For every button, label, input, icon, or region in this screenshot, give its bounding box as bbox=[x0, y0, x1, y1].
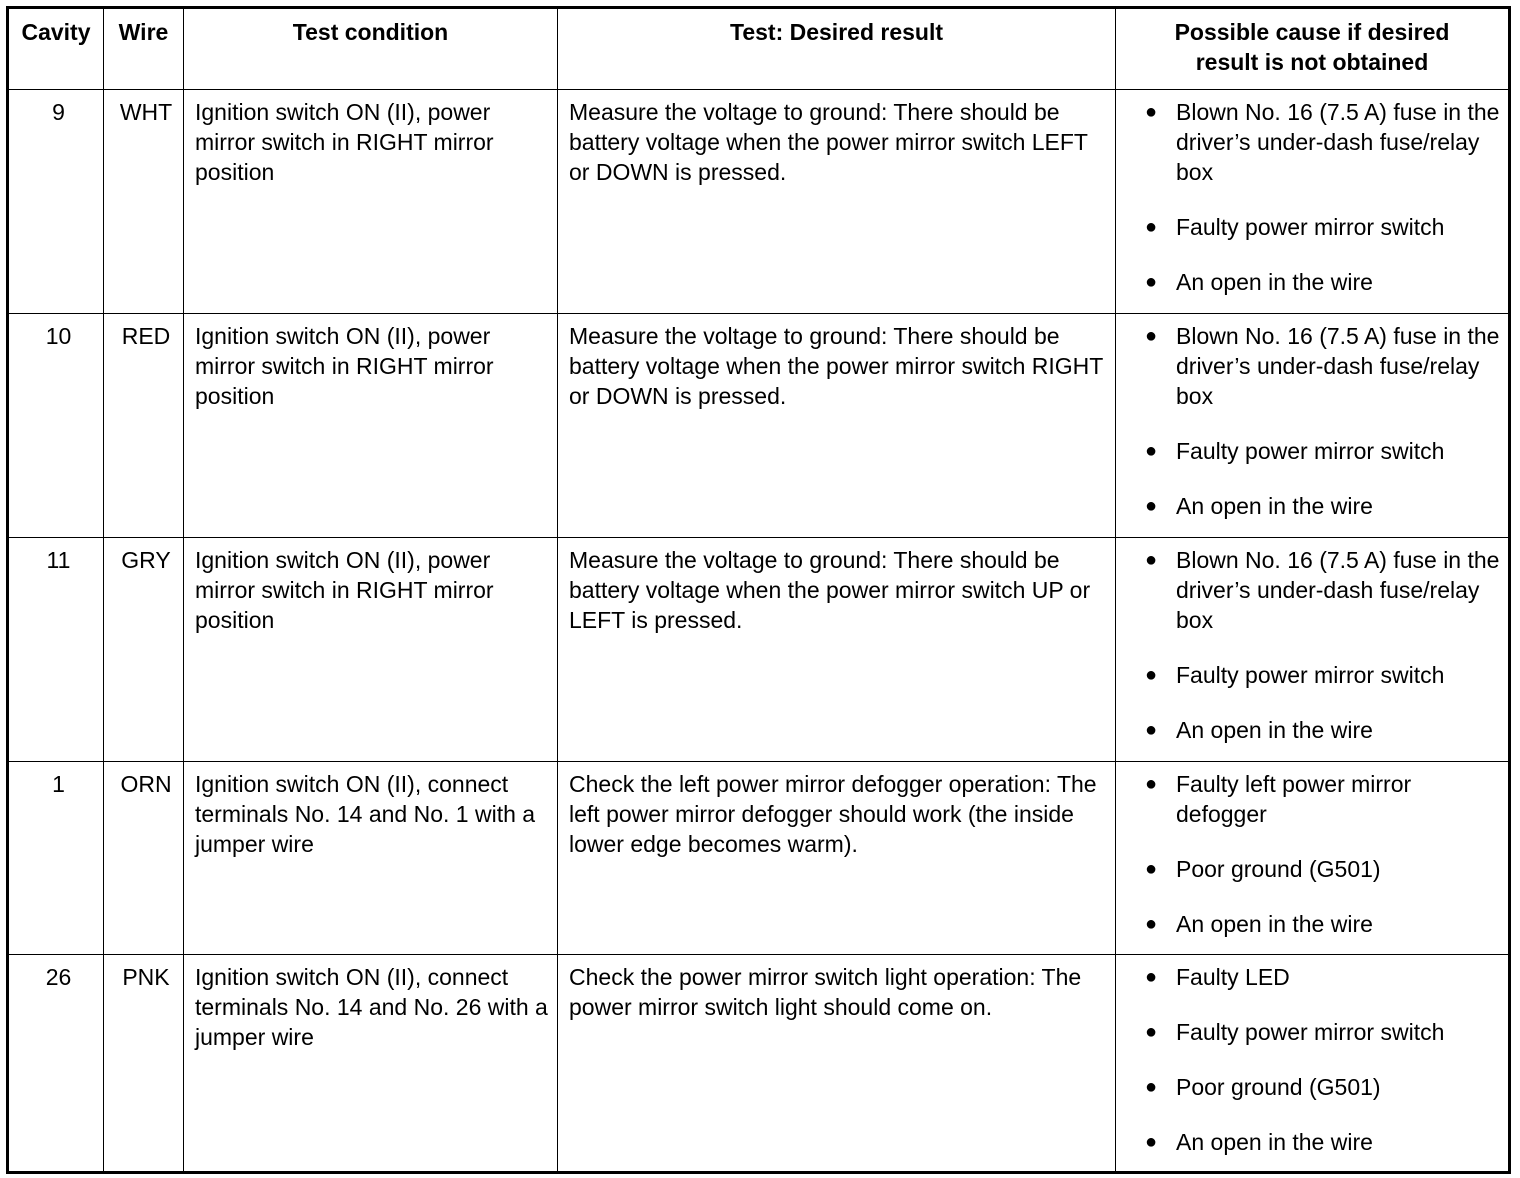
cause-item bbox=[1127, 962, 1502, 992]
wire-cell: PNK bbox=[104, 955, 184, 1173]
desired-result-cell: Check the power mirror switch light operation: The power mirror switch light should come on. bbox=[558, 955, 1116, 1173]
cause-text: Faulty power mirror switch bbox=[1176, 214, 1445, 240]
cause-list bbox=[1127, 962, 1502, 1157]
test-condition-cell: Ignition switch ON (II), power mirror switch in RIGHT mirror position bbox=[184, 314, 558, 538]
cause-text: Faulty power mirror switch bbox=[1176, 438, 1445, 464]
bullet-icon: ● bbox=[1145, 549, 1158, 571]
cause-item bbox=[1127, 97, 1502, 187]
cause-text: Blown No. 16 (7.5 A) fuse in the driver’s under-dash fuse/relay box bbox=[1176, 547, 1500, 633]
bullet-icon: ● bbox=[1145, 858, 1158, 880]
cause-text: Poor ground (G501) bbox=[1176, 856, 1381, 882]
cause-text: Faulty power mirror switch bbox=[1176, 1019, 1445, 1045]
cavity-cell: 10 bbox=[8, 314, 104, 538]
header-wire: Wire bbox=[104, 8, 184, 90]
table-row bbox=[8, 90, 1510, 314]
bullet-icon: ● bbox=[1145, 1131, 1158, 1153]
cause-item bbox=[1127, 854, 1502, 884]
bullet-icon: ● bbox=[1145, 440, 1158, 462]
cause-text: Blown No. 16 (7.5 A) fuse in the driver’s under-dash fuse/relay box bbox=[1176, 323, 1500, 409]
desired-result-cell: Measure the voltage to ground: There should be battery voltage when the power mirror switch UP or LEFT is pressed. bbox=[558, 538, 1116, 762]
bullet-icon: ● bbox=[1145, 216, 1158, 238]
cause-text: Blown No. 16 (7.5 A) fuse in the driver’s under-dash fuse/relay box bbox=[1176, 99, 1500, 185]
bullet-icon: ● bbox=[1145, 271, 1158, 293]
possible-cause-cell bbox=[1116, 314, 1510, 538]
cause-text: An open in the wire bbox=[1176, 911, 1373, 937]
header-possible-cause-line1: Possible cause if desired bbox=[1174, 19, 1450, 45]
table-row bbox=[8, 762, 1510, 955]
cavity-cell: 1 bbox=[8, 762, 104, 955]
header-possible-cause-line2: result is not obtained bbox=[1195, 49, 1429, 75]
cavity-cell: 11 bbox=[8, 538, 104, 762]
cause-item bbox=[1127, 491, 1502, 521]
cause-item bbox=[1127, 1017, 1502, 1047]
cause-item bbox=[1127, 660, 1502, 690]
test-condition-cell: Ignition switch ON (II), connect terminals No. 14 and No. 26 with a jumper wire bbox=[184, 955, 558, 1173]
cause-list bbox=[1127, 97, 1502, 297]
wire-cell: WHT bbox=[104, 90, 184, 314]
bullet-icon: ● bbox=[1145, 1076, 1158, 1098]
table-row bbox=[8, 314, 1510, 538]
possible-cause-cell bbox=[1116, 90, 1510, 314]
bullet-icon: ● bbox=[1145, 1021, 1158, 1043]
cause-item bbox=[1127, 267, 1502, 297]
wire-cell: RED bbox=[104, 314, 184, 538]
table-row bbox=[8, 955, 1510, 1173]
wire-cell: ORN bbox=[104, 762, 184, 955]
table-row bbox=[8, 538, 1510, 762]
test-condition-cell: Ignition switch ON (II), connect terminals No. 14 and No. 1 with a jumper wire bbox=[184, 762, 558, 955]
cause-text: Faulty left power mirror defogger bbox=[1176, 771, 1412, 827]
possible-cause-cell bbox=[1116, 762, 1510, 955]
bullet-icon: ● bbox=[1145, 664, 1158, 686]
cause-item bbox=[1127, 436, 1502, 466]
header-possible-cause bbox=[1116, 8, 1510, 90]
cause-item bbox=[1127, 321, 1502, 411]
cavity-cell: 26 bbox=[8, 955, 104, 1173]
cause-item bbox=[1127, 769, 1502, 829]
cause-text: Faulty power mirror switch bbox=[1176, 662, 1445, 688]
bullet-icon: ● bbox=[1145, 913, 1158, 935]
cause-item bbox=[1127, 545, 1502, 635]
bullet-icon: ● bbox=[1145, 719, 1158, 741]
cause-item bbox=[1127, 212, 1502, 242]
cause-item bbox=[1127, 909, 1502, 939]
header-cavity: Cavity bbox=[8, 8, 104, 90]
header-test-condition: Test condition bbox=[184, 8, 558, 90]
header-row bbox=[8, 8, 1510, 90]
cause-text: An open in the wire bbox=[1176, 717, 1373, 743]
connector-test-table bbox=[6, 6, 1511, 1174]
header-desired-result: Test: Desired result bbox=[558, 8, 1116, 90]
test-condition-cell: Ignition switch ON (II), power mirror switch in RIGHT mirror position bbox=[184, 90, 558, 314]
bullet-icon: ● bbox=[1145, 495, 1158, 517]
cause-item bbox=[1127, 715, 1502, 745]
desired-result-cell: Measure the voltage to ground: There should be battery voltage when the power mirror switch LEFT or DOWN is pressed. bbox=[558, 90, 1116, 314]
cause-text: An open in the wire bbox=[1176, 493, 1373, 519]
cavity-cell: 9 bbox=[8, 90, 104, 314]
possible-cause-cell bbox=[1116, 955, 1510, 1173]
test-condition-cell: Ignition switch ON (II), power mirror switch in RIGHT mirror position bbox=[184, 538, 558, 762]
cause-list bbox=[1127, 769, 1502, 939]
cause-item bbox=[1127, 1127, 1502, 1157]
cause-text: Poor ground (G501) bbox=[1176, 1074, 1381, 1100]
bullet-icon: ● bbox=[1145, 325, 1158, 347]
bullet-icon: ● bbox=[1145, 101, 1158, 123]
possible-cause-cell bbox=[1116, 538, 1510, 762]
cause-text: Faulty LED bbox=[1176, 964, 1290, 990]
cause-list bbox=[1127, 321, 1502, 521]
cause-item bbox=[1127, 1072, 1502, 1102]
desired-result-cell: Check the left power mirror defogger operation: The left power mirror defogger should work (the inside lower edge becomes warm). bbox=[558, 762, 1116, 955]
bullet-icon: ● bbox=[1145, 966, 1158, 988]
bullet-icon: ● bbox=[1145, 773, 1158, 795]
cause-text: An open in the wire bbox=[1176, 269, 1373, 295]
wire-cell: GRY bbox=[104, 538, 184, 762]
cause-list bbox=[1127, 545, 1502, 745]
desired-result-cell: Measure the voltage to ground: There should be battery voltage when the power mirror switch RIGHT or DOWN is pressed. bbox=[558, 314, 1116, 538]
cause-text: An open in the wire bbox=[1176, 1129, 1373, 1155]
